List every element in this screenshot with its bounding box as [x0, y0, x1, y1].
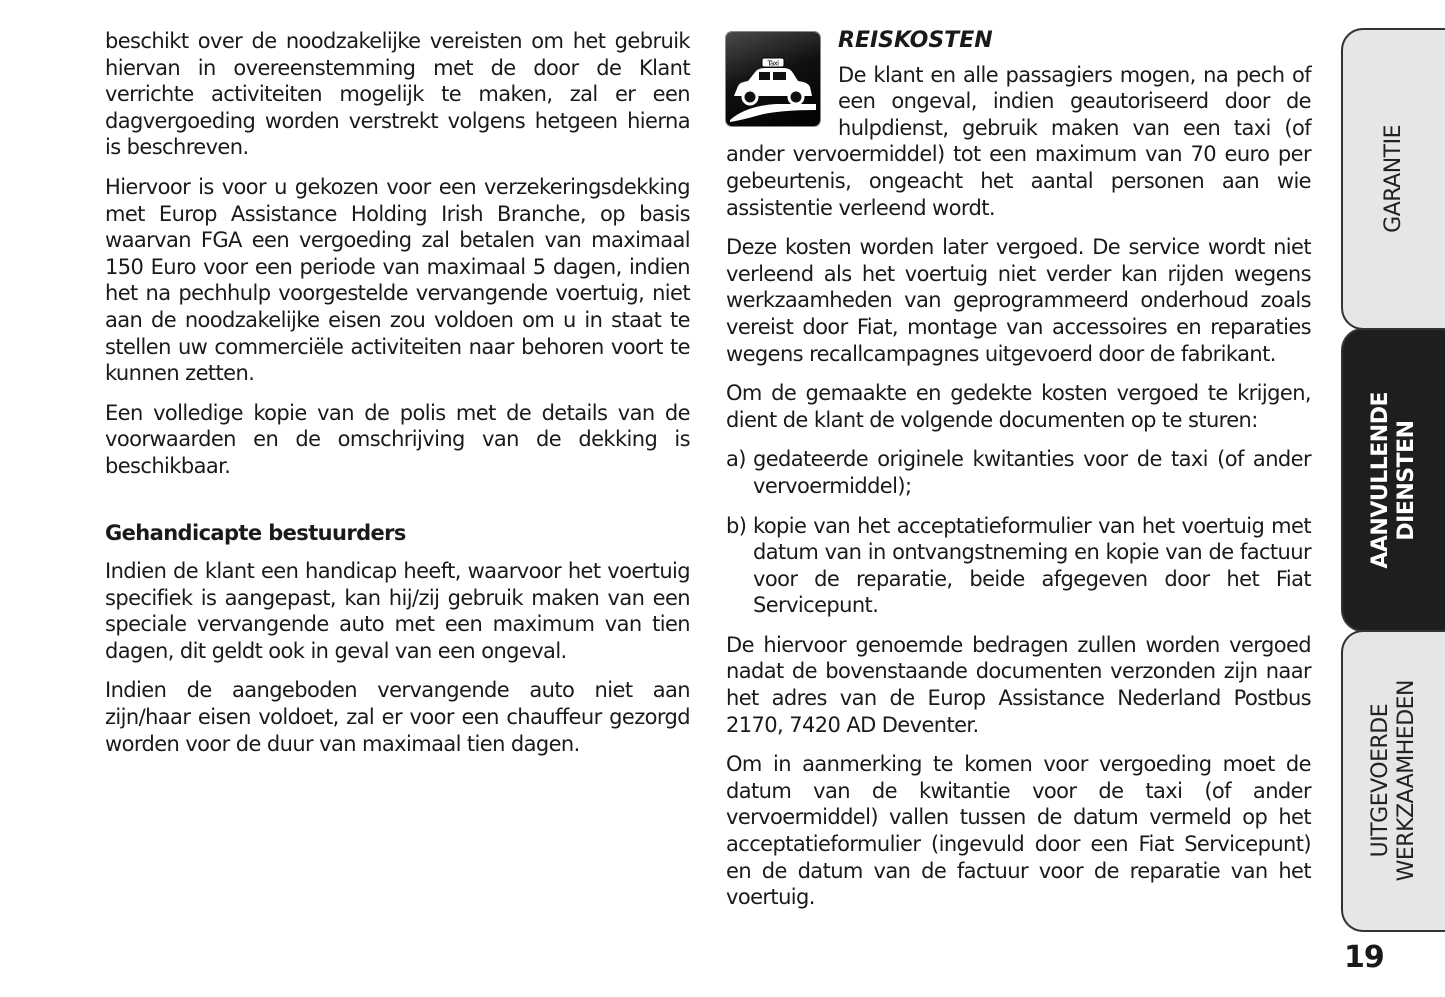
page-number: 19: [1344, 940, 1384, 975]
tab-garantie[interactable]: [1341, 28, 1445, 330]
list-label: b): [726, 513, 747, 538]
tab-label-line: AANVULLENDE: [1368, 391, 1393, 569]
paragraph: Indien de aangeboden vervangende auto niet aan zijn/haar eisen voldoet, zal er voor een chauffeur gezorgd worden voor de duur van maximaal tien dagen.: [105, 678, 690, 756]
list-item: [726, 513, 1311, 619]
tab-label-line: DIENSTEN: [1394, 419, 1419, 541]
paragraph: Deze kosten worden later vergoed. De service wordt niet verleend als het voertuig niet verder kan rijden wegens werkzaamheden van geprogrammeerd onderhoud zoals vereist door Fiat, montage van accessoires en reparaties wegens recallcampagnes uitgevoerd door de fabrikant.: [726, 235, 1311, 366]
paragraph: Om de gemaakte en gedekte kosten vergoed te krijgen, dient de klant de volgende documenten op te sturen:: [726, 381, 1311, 432]
paragraph: De hiervoor genoemde bedragen zullen worden vergoed nadat de bovenstaande documenten verzonden zijn naar het adres van de Europ Assistance Nederland Postbus 2170, 7420 AD Deventer.: [726, 632, 1311, 737]
tab-label-line: WERKZAAMHEDEN: [1394, 680, 1419, 882]
svg-text:Taxi: Taxi: [767, 59, 779, 68]
tab-label-line: UITGEVOERDE: [1368, 704, 1393, 858]
paragraph: Om in aanmerking te komen voor vergoeding moet de datum van de kwitantie voor de taxi (of ander vervoermiddel) vallen tussen de datum vermeld op het acceptatieformulier (ingevuld door een Fiat Servicepunt) en de datum van de factuur voor de reparatie van het voertuig.: [726, 752, 1311, 910]
paragraph: Hiervoor is voor u gekozen voor een verzekeringsdekking met Europ Assistance Holding Irish Branche, op basis waarvan FGA een vergoeding zal betalen van maximaal 150 Euro voor een periode van maximaal 5 dagen, indien het na pechhulp voorgestelde vervangende voertuig, niet aan de noodzakelijke eisen zou voldoen om u in staat te stellen uw commerciële activiteiten naar behoren voort te kunnen zetten.: [105, 174, 690, 386]
list-text: kopie van het acceptatieformulier van het voertuig met datum van in ontvangstneming en kopie van de factuur voor de reparatie, beide afgegeven door het Fiat Servicepunt.: [753, 513, 1311, 618]
section-heading: REISKOSTEN: [838, 28, 993, 53]
list-item: [726, 446, 1311, 499]
tab-uitgevoerde-werkzaamheden[interactable]: [1341, 630, 1445, 932]
left-column: [105, 28, 690, 770]
taxi-icon: [726, 32, 820, 126]
section-subheading: Gehandicapte bestuurders: [105, 520, 406, 545]
paragraph: Indien de klant een handicap heeft, waarvoor het voertuig specifiek is aangepast, kan hij/zij gebruik maken van een speciale vervangende auto met een maximum van tien dagen, dit geldt ook in geval van een ongeval.: [105, 559, 690, 663]
tab-label: [1368, 680, 1420, 881]
paragraph: Een volledige kopie van de polis met de details van de voorwaarden en de omschrijving van de dekking is beschikbaar.: [105, 400, 690, 478]
right-column: [726, 28, 1311, 924]
paragraph: beschikt over de noodzakelijke vereisten om het gebruik hiervan in overeenstemming met de door de Klant verrichte activiteiten mogelijk te maken, zal er een dagvergoeding worden verstrekt volgens hetgeen hierna is beschreven.: [105, 29, 690, 160]
tab-label: [1368, 392, 1420, 569]
tab-label: GARANTIE: [1381, 125, 1406, 233]
list-label: a): [726, 447, 746, 472]
tab-aanvullende-diensten[interactable]: [1341, 328, 1445, 632]
paragraph: De klant en alle passagiers mogen, na pech of een ongeval, indien geautoriseerd door de hulpdienst, gebruik maken van een taxi (of ander vervoermiddel) tot een maximum van 70 euro per gebeurtenis, ongeacht het aantal personen aan wie assistentie verleend wordt.: [726, 62, 1311, 220]
list-text: gedateerde originele kwitanties voor de taxi (of ander vervoermiddel);: [753, 447, 1311, 498]
